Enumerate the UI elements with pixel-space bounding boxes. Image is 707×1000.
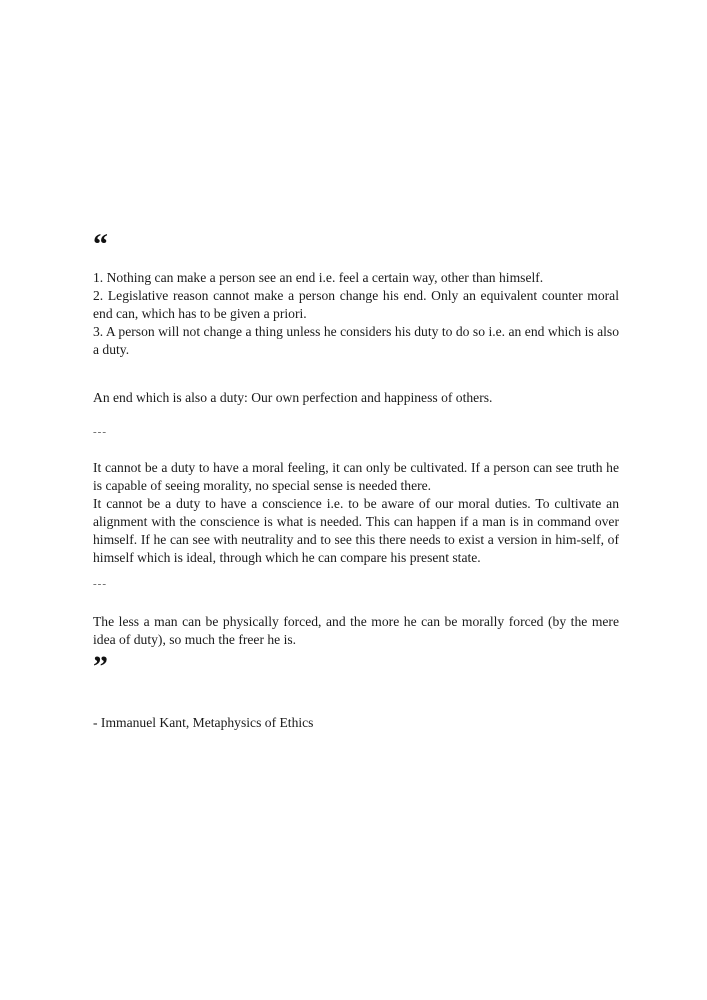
freedom-paragraph	[93, 613, 619, 649]
separator-2: ---	[93, 578, 107, 590]
freedom-text: The less a man can be physically forced, and the more he can be morally forced (by the mere idea of duty), so much the freer he is.	[93, 614, 619, 647]
list-item-3: 3. A person will not change a thing unless he considers his duty to do so i.e. an end which is also a duty.	[93, 324, 619, 357]
moral-feeling-text: It cannot be a duty to have a moral feeling, it can only be cultivated. If a person can see truth he is capable of seeing morality, no special sense is needed there.	[93, 460, 619, 493]
definition-line	[93, 389, 619, 407]
attribution: - Immanuel Kant, Metaphysics of Ethics	[93, 715, 314, 730]
definition-text: An end which is also a duty: Our own perfection and happiness of others.	[93, 390, 493, 405]
list-item-1: 1. Nothing can make a person see an end i.e. feel a certain way, other than himself.	[93, 270, 544, 285]
open-quote-mark: “	[93, 228, 108, 261]
close-quote-mark: ”	[93, 650, 108, 683]
conscience-text: It cannot be a duty to have a conscience i.e. to be aware of our moral duties. To cultivate an alignment with the conscience is what is needed. This can happen if a man is in command over himself. If he can see with neutrality and to see this there needs to exist a version in him-self, of himself which is ideal, through which he can compare his present state.	[93, 496, 619, 565]
list-item-2: 2. Legislative reason cannot make a person change his end. Only an equivalent counter moral end can, which has to be given a priori.	[93, 288, 619, 321]
separator-1: ---	[93, 426, 107, 438]
conscience-paragraph	[93, 459, 619, 567]
numbered-list	[93, 269, 619, 359]
